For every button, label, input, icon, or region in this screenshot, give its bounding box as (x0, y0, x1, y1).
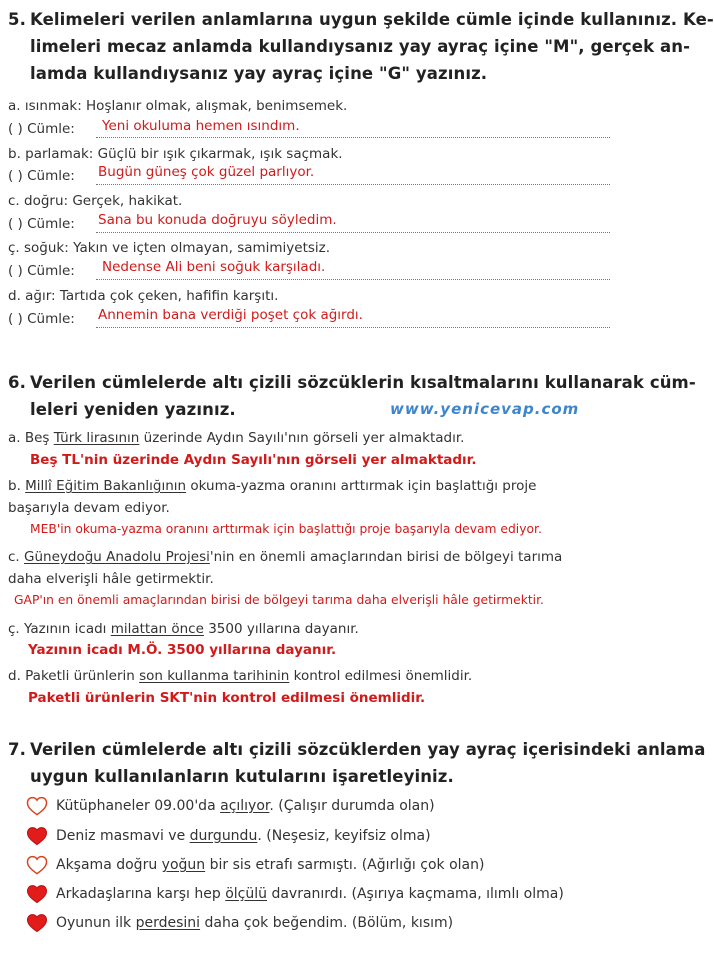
q7-option-3: Akşama doğru yoğun bir sis etrafı sarmıştı. (Ağırlığı çok olan) (56, 857, 485, 873)
q6-answer-cc[interactable]: Yazının icadı M.Ö. 3500 yıllarına dayanır. (28, 642, 337, 658)
q5-dotted-line-cc (96, 279, 610, 280)
q5-prefix-b: ( ) Cümle: (8, 168, 75, 184)
watermark-text: www.yenicevap.com (390, 400, 580, 418)
q7-title-line-2: uygun kullanılanların kutularını işaretleyiniz. (30, 767, 454, 786)
q7-option-1: Kütüphaneler 09.00'da açılıyor. (Çalışır durumda olan) (56, 798, 435, 814)
q7-underlined-2: durgundu (189, 828, 258, 844)
q6-answer-c[interactable]: GAP'ın en önemli amaçlarından birisi de bölgeyi tarıma daha elverişli hâle getirmektir. (14, 593, 544, 607)
q5-def-a: a. ısınmak: Hoşlanır olmak, alışmak, benimsemek. (8, 98, 348, 114)
q6-underlined-cc: milattan önce (110, 621, 204, 637)
q7-number: 7. (8, 740, 26, 759)
q5-prefix-a: ( ) Cümle: (8, 121, 75, 137)
q7-option-4: Arkadaşlarına karşı hep ölçülü davranırdı. (Aşırıya kaçmama, ılımlı olma) (56, 886, 564, 902)
q6-answer-b[interactable]: MEB'in okuma-yazma oranını arttırmak için başlattığı proje başarıyla devam ediyor. (30, 522, 542, 536)
q6-underlined-b: Millî Eğitim Bakanlığının (25, 478, 187, 494)
q6-sentence-c-cont: daha elverişli hâle getirmektir. (8, 571, 214, 587)
q6-underlined-a: Türk lirasının (53, 430, 140, 446)
q5-dotted-line-d (96, 327, 610, 328)
q5-title-line-1: 5. Kelimeleri verilen anlamlarına uygun şekilde cümle içinde kullanınız. Ke- (8, 10, 714, 29)
q6-sentence-a: a. Beş Türk lirasının üzerinde Aydın Sayılı'nın görseli yer almaktadır. (8, 430, 465, 446)
q5-dotted-line-a (96, 137, 610, 138)
q6-title-line-2: leleri yeniden yazınız. (30, 400, 236, 419)
q6-sentence-d: d. Paketli ürünlerin son kullanma tarihinin kontrol edilmesi önemlidir. (8, 668, 473, 684)
q5-title-line-3: lamda kullandıysanız yay ayraç içine "G" yazınız. (30, 64, 488, 83)
q6-sentence-c: c. Güneydoğu Anadolu Projesi'nin en önemli amaçlarından birisi de bölgeyi tarıma (8, 549, 563, 565)
q6-answer-a[interactable]: Beş TL'nin üzerinde Aydın Sayılı'nın görseli yer almaktadır. (30, 452, 477, 468)
heart-checkbox-empty-icon[interactable] (26, 855, 48, 875)
q5-def-d: d. ağır: Tartıda çok çeken, hafifin karşıtı. (8, 288, 279, 304)
q5-number: 5. (8, 10, 26, 29)
q5-def-c: c. doğru: Gerçek, hakikat. (8, 193, 183, 209)
q6-underlined-c: Güneydoğu Anadolu Projesi (24, 549, 210, 565)
q5-dotted-line-c (96, 232, 610, 233)
q5-def-cc: ç. soğuk: Yakın ve içten olmayan, samimiyetsiz. (8, 240, 331, 256)
heart-checkbox-filled-icon[interactable] (26, 884, 48, 904)
q5-answer-a[interactable]: Yeni okuluma hemen ısındım. (102, 118, 300, 134)
q5-answer-c[interactable]: Sana bu konuda doğruyu söyledim. (98, 212, 337, 228)
heart-checkbox-filled-icon[interactable] (26, 826, 48, 846)
q7-title-line-1: 7. Verilen cümlelerde altı çizili sözcüklerden yay ayraç içerisindeki anlama (8, 740, 706, 759)
q7-underlined-5: perdesini (135, 915, 201, 931)
q7-option-5: Oyunun ilk perdesini daha çok beğendim. (Bölüm, kısım) (56, 915, 454, 931)
q5-def-b: b. parlamak: Güçlü bir ışık çıkarmak, ışık saçmak. (8, 146, 343, 162)
q5-answer-cc[interactable]: Nedense Ali beni soğuk karşıladı. (102, 259, 326, 275)
q5-answer-d[interactable]: Annemin bana verdiği poşet çok ağırdı. (98, 307, 363, 323)
q5-answer-b[interactable]: Bugün güneş çok güzel parlıyor. (98, 164, 315, 180)
q6-underlined-d: son kullanma tarihinin (139, 668, 290, 684)
q5-dotted-line-b (96, 184, 610, 185)
q6-number: 6. (8, 373, 26, 392)
q6-answer-d[interactable]: Paketli ürünlerin SKT'nin kontrol edilmesi önemlidir. (28, 690, 426, 706)
q6-title-line-1: 6. Verilen cümlelerde altı çizili sözcüklerin kısaltmalarını kullanarak cüm- (8, 373, 696, 392)
heart-checkbox-filled-icon[interactable] (26, 913, 48, 933)
q7-underlined-1: açılıyor (220, 798, 270, 814)
q7-option-2: Deniz masmavi ve durgundu. (Neşesiz, keyifsiz olma) (56, 828, 431, 844)
heart-checkbox-empty-icon[interactable] (26, 796, 48, 816)
q5-title-line-2: limeleri mecaz anlamda kullandıysanız yay ayraç içine "M", gerçek an- (30, 37, 691, 56)
q5-prefix-d: ( ) Cümle: (8, 311, 75, 327)
q7-underlined-4: ölçülü (225, 886, 267, 902)
q5-prefix-cc: ( ) Cümle: (8, 263, 75, 279)
q7-underlined-3: yoğun (161, 857, 206, 873)
q6-sentence-b: b. Millî Eğitim Bakanlığının okuma-yazma oranını arttırmak için başlattığı proje (8, 478, 537, 494)
q6-sentence-b-cont: başarıyla devam ediyor. (8, 500, 170, 516)
q6-sentence-cc: ç. Yazının icadı milattan önce 3500 yıllarına dayanır. (8, 621, 359, 637)
q5-prefix-c: ( ) Cümle: (8, 216, 75, 232)
